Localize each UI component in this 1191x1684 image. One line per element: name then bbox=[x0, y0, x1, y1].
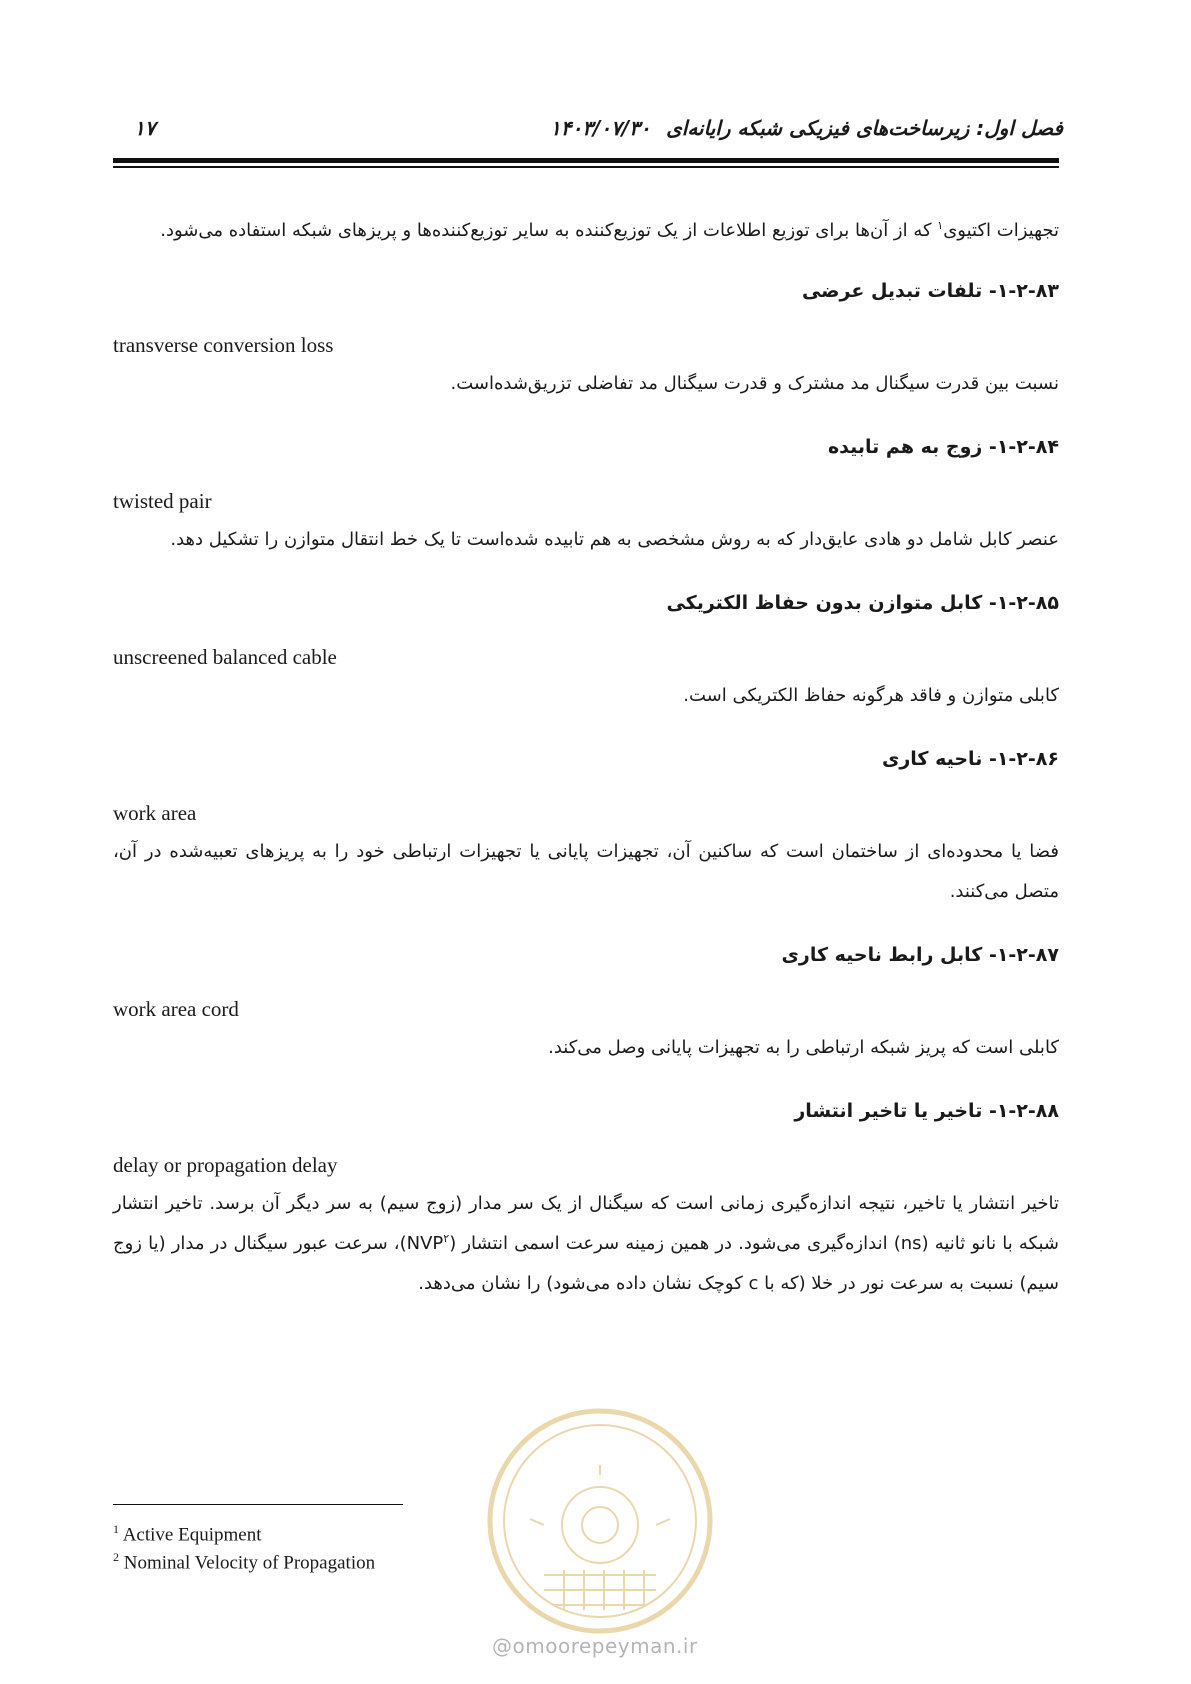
term-definition bbox=[113, 1184, 1059, 1304]
term-definition: فضا یا محدوده‌ای از ساختمان است که ساکنین آن، تجهیزات پایانی یا تجهیزات ارتباطی خود را به پریزهای تعبیه‌شده در آن، متصل می‌کنند. bbox=[113, 841, 1059, 902]
header-rule-thin bbox=[113, 166, 1059, 168]
term-english: twisted pair bbox=[113, 489, 212, 513]
intro-paragraph bbox=[113, 210, 1059, 252]
header-rule-thick bbox=[113, 158, 1059, 163]
term-definition: کابلی است که پریز شبکه ارتباطی را به تجهیزات پایانی وصل می‌کند. bbox=[548, 1037, 1059, 1058]
term-heading: ۱-۲-۸۳- تلفات تبدیل عرضی bbox=[801, 280, 1059, 302]
footnote-text: Nominal Velocity of Propagation bbox=[123, 1552, 376, 1574]
chapter-title: فصل اول: زیرساخت‌های فیزیکی شبکه رایانه‌ای bbox=[666, 116, 1063, 140]
page-number: ۱۷ bbox=[134, 116, 156, 140]
footnote-ref-2[interactable]: ۲ bbox=[443, 1232, 450, 1245]
term-english: work area cord bbox=[113, 997, 239, 1021]
term-entry-84 bbox=[113, 434, 1059, 560]
term-entry-87 bbox=[113, 942, 1059, 1068]
footnotes bbox=[113, 1518, 375, 1575]
term-heading: ۱-۲-۸۸- تاخیر یا تاخیر انتشار bbox=[794, 1100, 1059, 1122]
term-definition: نسبت بین قدرت سیگنال مد مشترک و قدرت سیگنال مد تفاضلی تزریق‌شده‌است. bbox=[450, 373, 1059, 394]
term-english: unscreened balanced cable bbox=[113, 645, 337, 669]
term-heading: ۱-۲-۸۶- ناحیه کاری bbox=[881, 748, 1059, 770]
footnote-2 bbox=[113, 1546, 375, 1574]
term-heading: ۱-۲-۸۴- زوج به هم تابیده bbox=[827, 436, 1059, 458]
watermark-site-url: @omoorepeyman.ir bbox=[492, 1634, 698, 1658]
definition-part2: )، سرعت عبور سیگنال در مدار (یا زوج سیم) نسبت به سرعت نور در خلا (که با c کوچک نشان داده می‌شود) را نشان می‌دهد. bbox=[113, 1233, 1059, 1294]
footnote-text: Active Equipment bbox=[122, 1524, 262, 1546]
intro-text-part1: تجهیزات اکتیوی bbox=[943, 220, 1059, 241]
term-english: delay or propagation delay bbox=[113, 1153, 338, 1177]
term-heading: ۱-۲-۸۵- کابل متوازن بدون حفاظ الکتریکی bbox=[666, 592, 1059, 614]
term-definition: عنصر کابل شامل دو هادی عایق‌دار که به روش مشخصی به هم تابیده شده‌است تا یک خط انتقال متوازن را تشکیل دهد. bbox=[170, 529, 1059, 550]
footnote-ref-1[interactable]: ۱ bbox=[937, 219, 944, 232]
page-body bbox=[113, 210, 1059, 1334]
term-english: work area bbox=[113, 801, 197, 825]
footnote-number: 2 bbox=[113, 1550, 119, 1565]
term-english: transverse conversion loss bbox=[113, 333, 334, 357]
footnote-1 bbox=[113, 1518, 375, 1546]
header-date: ۱۴۰۳/۰۷/۳۰ bbox=[550, 116, 651, 140]
term-heading: ۱-۲-۸۷- کابل رابط ناحیه کاری bbox=[781, 944, 1059, 966]
at-sign-icon: @ bbox=[492, 1634, 513, 1658]
term-entry-86 bbox=[113, 746, 1059, 912]
term-entry-88 bbox=[113, 1098, 1059, 1304]
footnote-separator bbox=[113, 1504, 403, 1505]
term-entry-83 bbox=[113, 278, 1059, 404]
term-entry-85 bbox=[113, 590, 1059, 716]
definition-part1: تاخیر انتشار یا تاخیر، نتیجه اندازه‌گیری زمانی است که سیگنال از یک سر مدار (زوج سیم) به سر دیگر آن برسد. تاخیر انتشار شبکه با نانو ثانیه (ns) اندازه‌گیری می‌شود. در همین زمینه سرعت اسمی انتشار (NVP bbox=[113, 1193, 1059, 1254]
term-definition: کابلی متوازن و فاقد هرگونه حفاظ الکتریکی است. bbox=[683, 685, 1059, 706]
intro-text-part2: که از آن‌ها برای توزیع اطلاعات از یک توزیع‌کننده به سایر توزیع‌کننده‌ها و پریزهای شبکه استفاده می‌شود. bbox=[160, 220, 938, 241]
watermark-seal-icon bbox=[484, 1405, 716, 1637]
footnote-number: 1 bbox=[113, 1522, 119, 1536]
